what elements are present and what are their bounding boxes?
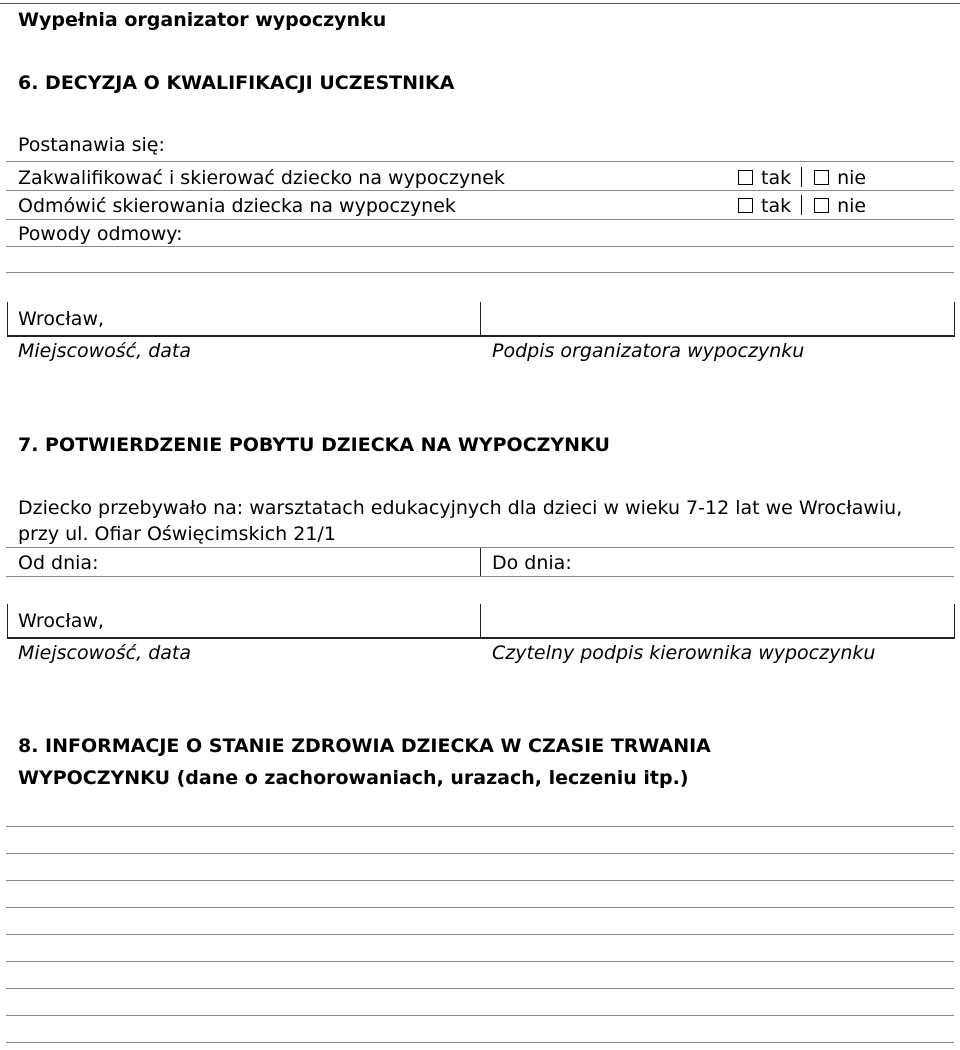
stay-text-line1: Dziecko przebywało na: warsztatach edukacyjnych dla dzieci w wieku 7-12 lat we Wrocławiu, bbox=[18, 497, 903, 519]
health-info-line[interactable] bbox=[6, 934, 954, 935]
field-border bbox=[480, 302, 481, 336]
refuse-no-label: nie bbox=[837, 195, 867, 217]
field-border bbox=[7, 604, 8, 638]
qualify-no-label: nie bbox=[837, 167, 867, 189]
health-info-line[interactable] bbox=[6, 853, 954, 854]
section8-heading-line1: 8. INFORMACJE O STANIE ZDROWIA DZIECKA W CZASIE TRWANIA bbox=[18, 735, 711, 757]
field-border bbox=[954, 604, 955, 638]
qualify-no-checkbox[interactable] bbox=[814, 170, 829, 185]
director-signature-label: Czytelny podpis kierownika wypoczynku bbox=[492, 642, 876, 664]
health-info-line[interactable] bbox=[6, 1042, 954, 1043]
section7-heading: 7. POTWIERDZENIE POBYTU DZIECKA NA WYPOCZYNKU bbox=[18, 434, 610, 456]
health-info-line[interactable] bbox=[6, 961, 954, 962]
qualify-yes-label: tak bbox=[761, 167, 792, 189]
refuse-options bbox=[738, 194, 866, 218]
qualify-label: Zakwalifikować i skierować dziecko na wypoczynek bbox=[18, 167, 505, 189]
health-info-line[interactable] bbox=[6, 880, 954, 881]
form-header-title: Wypełnia organizator wypoczynku bbox=[18, 9, 387, 31]
field-border bbox=[954, 302, 955, 336]
refuse-label: Odmówić skierowania dziecka na wypoczynek bbox=[18, 195, 456, 217]
place-value[interactable]: Wrocław, bbox=[18, 308, 105, 330]
organizer-signature-label: Podpis organizatora wypoczynku bbox=[492, 340, 805, 362]
reasons-line[interactable] bbox=[6, 246, 954, 247]
reasons-line[interactable] bbox=[6, 272, 954, 273]
refuse-yes-checkbox[interactable] bbox=[738, 198, 753, 213]
stay-text-line2: przy ul. Ofiar Oświęcimskich 21/1 bbox=[18, 523, 336, 545]
place-date-label: Miejscowość, data bbox=[18, 340, 191, 362]
date-line[interactable] bbox=[6, 576, 954, 577]
health-info-line[interactable] bbox=[6, 988, 954, 989]
refuse-yes-label: tak bbox=[761, 195, 792, 217]
section8-heading-line2: WYPOCZYNKU (dane o zachorowaniach, urazach, leczeniu itp.) bbox=[18, 767, 689, 789]
field-border bbox=[480, 548, 481, 576]
health-info-line[interactable] bbox=[6, 1015, 954, 1016]
separator bbox=[801, 167, 802, 187]
section6-heading: 6. DECYZJA O KWALIFIKACJI UCZESTNIKA bbox=[18, 72, 455, 94]
divider bbox=[6, 190, 954, 191]
qualify-yes-checkbox[interactable] bbox=[738, 170, 753, 185]
place-date-line bbox=[7, 335, 955, 337]
decides-label: Postanawia się: bbox=[18, 134, 165, 156]
health-info-line[interactable] bbox=[6, 907, 954, 908]
field-border bbox=[480, 604, 481, 638]
from-date-label: Od dnia: bbox=[18, 552, 99, 574]
place-date-line bbox=[7, 637, 955, 639]
reasons-label: Powody odmowy: bbox=[18, 223, 183, 245]
divider bbox=[6, 219, 954, 220]
place-value[interactable]: Wrocław, bbox=[18, 610, 105, 632]
top-border bbox=[0, 3, 960, 4]
divider bbox=[6, 161, 954, 162]
field-border bbox=[7, 302, 8, 336]
health-info-line[interactable] bbox=[6, 826, 954, 827]
separator bbox=[801, 195, 802, 215]
to-date-label: Do dnia: bbox=[492, 552, 572, 574]
refuse-no-checkbox[interactable] bbox=[814, 198, 829, 213]
qualify-options bbox=[738, 166, 866, 190]
place-date-label: Miejscowość, data bbox=[18, 642, 191, 664]
